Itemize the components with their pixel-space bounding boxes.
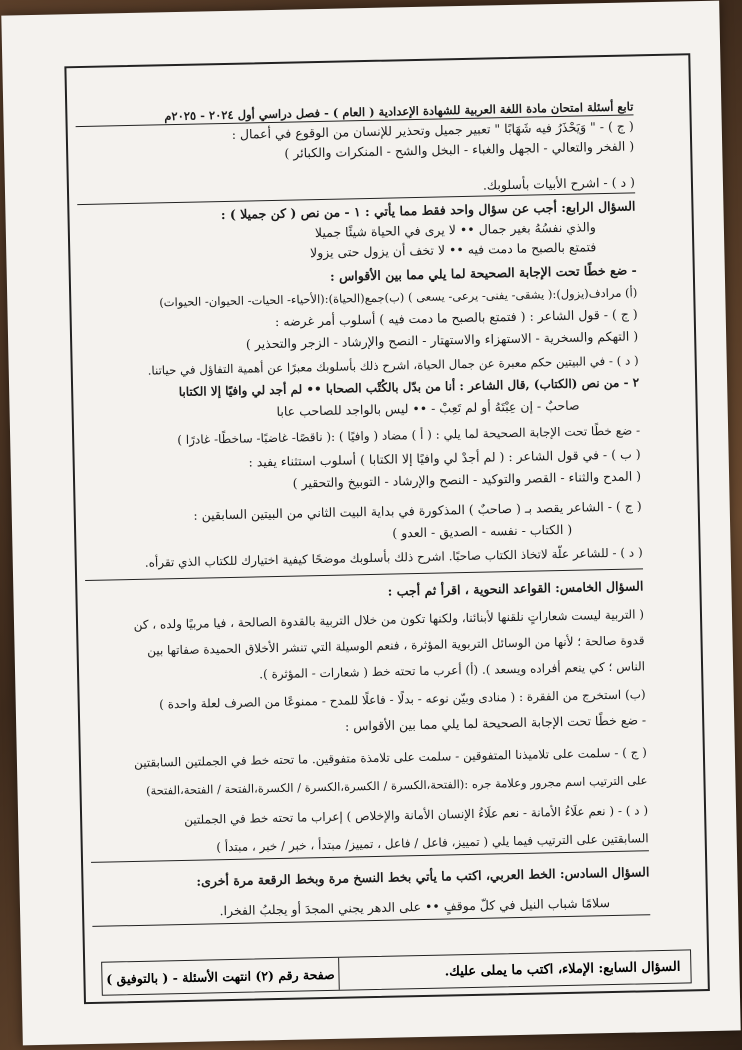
q6-verse: سلامًا شباب النيل في كلّ موقفٍ •• على الدهر يجني المجدَ أو يجلبُ الفخرا.: [219, 895, 611, 919]
q4-2-a: - ضع خطًا تحت الإجابة الصحيحة لما يلي : ( أ ) مضاد ( وافيًا ) :( ناقصًا- غاضبًا- ساخطًا- غادرًا ): [177, 423, 641, 448]
poem-line-2: فتمتع بالصبح ما دمت فيه •• لا تخف أن يزول حتى يزولا: [309, 239, 597, 261]
q4-2-d: ( د ) - للشاعر علّة لاتخاذ الكتاب صاحبًا. اشرح ذلك بأسلوبك موضحًا كيفية اختيارك للكتاب الذي تقرأه.: [144, 545, 643, 570]
q4-c-options: ( التهكم والسخرية - الاستهزاء والاستهتار - النصح والإرشاد - الزجر والتحذير ): [245, 328, 639, 352]
q5-heading: السؤال الخامس: القواعد النحوية ، اقرأ ثم أجب :: [387, 578, 644, 599]
exam-header: تابع أسئلة امتحان مادة اللغة العربية للشهادة الإعدادية ( العام ) - فصل دراسي أول ٢٠٢٤ - ٢٠٢٥م: [75, 98, 633, 127]
q5-d-options: السابقتين على الترتيب فيما يلي ( تمييز، فاعل / فاعل ، تمييز/ مبتدأ ، خبر / خبر ، مبتدأ ): [216, 831, 649, 855]
q5-b: (ب) استخرج من الفقرة : ( منادى وبيّن نوعه - بدلًا - فاعلًا للمدح - ممنوعًا من الصرف لعلة واحدة ): [159, 687, 646, 712]
q3-c-line: ( ج ) - " وَيَحْذَرُ فيه شَهَابًا " تعبير جميل وتحذير للإنسان من الوقوع في أعمال :: [231, 118, 634, 142]
q4-2-heading: ٢ - من نص (الكتاب) ,قال الشاعر : أنا من بدّل بالكُتْب الصحابا •• لم أجد لي وافيًا إلا الكتابا: [178, 375, 640, 399]
exam-sheet: [1, 1, 740, 1046]
page-number-box: صفحة رقم (٢) انتهت الأسئلة - ( بالتوفيق ): [102, 958, 340, 995]
q6-heading: السؤال السادس: الخط العربي، اكتب ما يأتي بخط النسخ مرة وبخط الرقعة مرة أخرى:: [196, 864, 650, 889]
instruction-underline: - ضع خطًا تحت الإجابة الصحيحة لما يلي مما بين الأقواس :: [329, 262, 637, 284]
q5-passage-2: قدوة صالحة ؛ لأنها من الوسائل التربوية المؤثرة ، فنعم الوسيلة التي تنشر الأخلاق الحميدة صفاتها بين: [146, 633, 645, 658]
q5-d: ( د ) - ( نعم علَاءُ الأمانة - نعم علَاءُ الإنسان الأمانة والإخلاص ) إعراب ما تحته خط في الجملتين: [184, 803, 649, 827]
q5-passage-3: الناس ؛ كي ينعم أفراده ويسعد ). (أ) أعرب ما تحته خط ( شعارات - المؤثرة ).: [259, 659, 646, 682]
q4-d: ( د ) - في البيتين حكم معبرة عن جمال الحياة، اشرح ذلك بأسلوبك معبرًا عن أهمية التفاؤل في حياتنا.: [147, 353, 639, 378]
q5-c-options: على الترتيب اسم مجرور وعلامة جره :(الفتحة،الكسرة / الكسرة،الكسرة / الكسرة،الفتحة / الفتحة،الفتحة): [145, 773, 648, 798]
q7-heading: السؤال السابع: الإملاء، اكتب ما يملى عليك.: [444, 959, 681, 980]
q4-a-b: (أ) مرادف(يزول):( يشقى- يفنى- يرعى- يسعى ) (ب)جمع(الحياة):(الأحياء- الحيات- الحيوان- الحيوات): [159, 285, 638, 310]
q4-2-c: ( ج ) - الشاعر يقصد بـ ( صاحبٌ ) المذكورة في بداية البيت الثاني من البيتين السابقين :: [193, 498, 642, 523]
q4-2-c-options: ( الكتاب - نفسه - الصديق - العدو ): [392, 521, 573, 541]
poem-line-1: والذي نفسُهُ بغير جمال •• لا يرى في الحياة شيئًا جميلا: [314, 219, 597, 241]
q4-heading: السؤال الرابع: أجب عن سؤال واحد فقط مما يأتي : ١ - من نص ( كن جميلا ) :: [220, 198, 636, 223]
q5-instruction: - ضع خطًا تحت الإجابة الصحيحة لما يلي مما بين الأقواس :: [344, 712, 647, 734]
q4-2-b: ( ب ) - في قول الشاعر : ( لم أجدْ لي وافيًا إلا الكتابا ) أسلوب استثناء يفيد :: [248, 446, 641, 470]
q5-c: ( ج ) - سلمت على تلاميذنا المتفوقين - سلمت على تلامذة متفوقين. ما تحته خط في الجملتين السابقتين: [133, 745, 648, 771]
poem-2-line-2: صاحبٌ - إن عِبْتَهُ أو لم تَعِبْ - •• ليس بالواجد للصاحب عابا: [276, 397, 580, 419]
q3-c-options: ( الفخر والتعالي - الجهل والغباء - البخل والشح - المنكرات والكبائر ): [284, 138, 635, 161]
q4-c: ( ج ) - قول الشاعر : ( فتمتع بالصبح ما دمت فيه ) أسلوب أمر غرضه :: [274, 306, 638, 329]
q4-2-b-options: ( المدح والثناء - القصر والتوكيد - النصح والإرشاد - التوبيخ والتحقير ): [292, 468, 642, 491]
q3-d-line: ( د ) - اشرح الأبيات بأسلوبك.: [482, 174, 636, 193]
q5-passage-1: ( التربية ليست شعاراتٍ نلقنها لأبنائنا، ولكنها تكون من خلال التربية بالقدوة الصالحة ، فيا مربيًا ولده ، كن: [133, 607, 645, 632]
